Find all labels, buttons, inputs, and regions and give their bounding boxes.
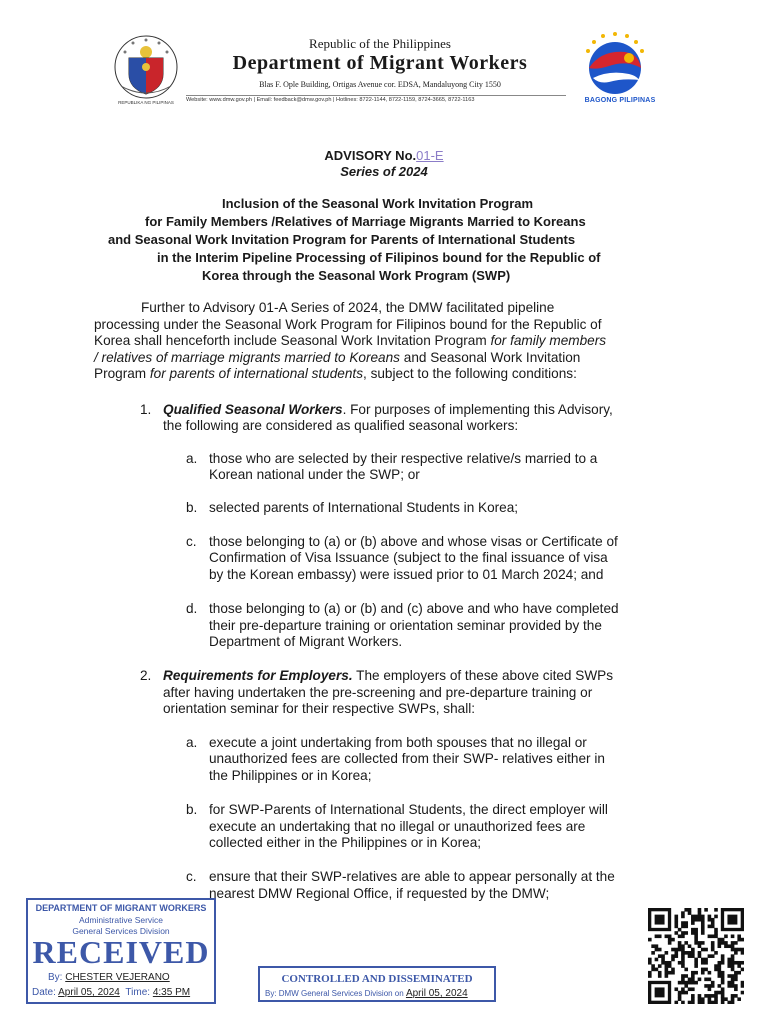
section-heading: Requirements for Employers. [163, 668, 353, 683]
section-line: after having undertaken the pre-screening and pre-departure training or [163, 685, 593, 700]
item-line: those belonging to (a) or (b) above and whose visas or Certificate of [209, 534, 618, 549]
section-number: 1. [140, 402, 152, 417]
section-line: orientation seminar for their respective SWPs, shall: [163, 701, 476, 716]
bagong-pilipinas-logo-icon [579, 28, 651, 96]
stamp-received-word: RECEIVED [32, 934, 210, 970]
subject-line: Korea through the Seasonal Work Program (SWP) [202, 268, 511, 283]
section-heading-line: Qualified Seasonal Workers. For purposes of implementing this Advisory, [163, 402, 613, 417]
item-line: those who are selected by their respective relative/s married to a [209, 451, 598, 466]
item-line: Department of Migrant Workers. [209, 634, 403, 649]
item-line: the Philippines or in Korea; [209, 768, 372, 783]
section-number: 2. [140, 668, 152, 683]
item-line: selected parents of International Students in Korea; [209, 500, 519, 515]
philippine-seal-icon [113, 34, 179, 100]
item-line: Korean national under the SWP; or [209, 467, 420, 482]
subject-line: and Seasonal Work Invitation Program for Parents of International Students [108, 232, 576, 247]
item-letter: b. [186, 802, 198, 817]
item-letter: d. [186, 601, 198, 616]
contact-line: Website: www.dmw.gov.ph | Email: feedback@dmw.gov.ph | Hotlines: 8722-1144, 8722-1159, 8724-3665, 8722-1163 [186, 95, 566, 103]
item-line: for SWP-Parents of International Students, the direct employer will [209, 802, 608, 817]
stamp-org: DEPARTMENT OF MIGRANT WORKERS [35, 903, 207, 913]
republic-heading: Republic of the Philippines [309, 36, 451, 51]
department-address: Blas F. Ople Building, Ortigas Avenue cor. EDSA, Mandaluyong City 1550 [259, 80, 501, 89]
subject-line: Inclusion of the Seasonal Work Invitation Program [222, 196, 534, 211]
controlled-stamp [258, 966, 496, 1002]
seal-caption: REPUBLIKA NG PILIPINAS [118, 100, 174, 105]
item-letter: a. [186, 451, 198, 466]
advisory-number: 01-E [416, 148, 444, 163]
intro-line: / relatives of marriage migrants married to Koreans and Seasonal Work Invitation [94, 350, 581, 365]
item-line: execute an undertaking that no illegal or unauthorized fees are [209, 819, 586, 834]
item-line: execute a joint undertaking from both spouses that no illegal or [209, 735, 587, 750]
item-line: collected either in the Philippines or in Korea; [209, 835, 482, 850]
item-letter: c. [186, 869, 197, 884]
item-line: those belonging to (a) or (b) and (c) above and who have completed [209, 601, 619, 616]
stamp-division: General Services Division [72, 926, 170, 936]
item-line: their pre-departure training or orientation seminar provided by the [209, 618, 602, 633]
item-letter: a. [186, 735, 198, 750]
department-name: Department of Migrant Workers [232, 52, 528, 74]
item-line: by the Korean embassy) were issued prior to 01 March 2024; and [209, 567, 604, 582]
item-letter: b. [186, 500, 198, 515]
intro-line: Korea shall henceforth include Seasonal Work Invitation Program for family members [94, 333, 607, 348]
stamp-by-name: CHESTER VEJERANO [65, 972, 170, 983]
item-letter: c. [186, 534, 197, 549]
intro-line: Further to Advisory 01-A Series of 2024, the DMW facilitated pipeline [141, 300, 555, 315]
stamp-service: Administrative Service [78, 915, 164, 925]
received-stamp [26, 898, 216, 1004]
advisory-number-line [0, 148, 768, 163]
item-line: unauthorized fees are collected from their SWP- relatives either in [209, 751, 605, 766]
subject-line: for Family Members /Relatives of Marriage Migrants Married to Koreans [145, 214, 586, 229]
subject-line: in the Interim Pipeline Processing of Filipinos bound for the Republic of [157, 250, 601, 265]
intro-line: processing under the Seasonal Work Program for Filipinos bound for the Republic of [94, 317, 602, 332]
section-line: the following are considered as qualified seasonal workers: [163, 418, 519, 433]
intro-line: Program for parents of international students, subject to the following conditions: [94, 366, 577, 381]
bagong-pilipinas-label: BAGONG PILIPINAS [584, 97, 656, 104]
item-line: nearest DMW Regional Office, if requested by the DMW; [209, 886, 550, 901]
item-line: ensure that their SWP-relatives are able to appear personally at the [209, 869, 615, 884]
stamp-by: By: CHESTER VEJERANO [48, 972, 170, 983]
section-heading-line: Requirements for Employers. The employers of these above cited SWPs [163, 668, 614, 683]
item-line: Confirmation of Visa Issuance (subject to the final issuance of visa [209, 550, 608, 565]
advisory-prefix: ADVISORY No. [324, 148, 417, 163]
stamp-date-time: Date: April 05, 2024 Time: 4:35 PM [32, 987, 191, 998]
section-heading: Qualified Seasonal Workers [163, 402, 343, 417]
advisory-series: Series of 2024 [340, 164, 428, 179]
qr-code-icon [648, 908, 744, 1004]
controlled-title: CONTROLLED AND DISSEMINATED [281, 973, 473, 985]
controlled-by-line: By: DMW General Services Division on April 05, 2024 [265, 988, 468, 999]
